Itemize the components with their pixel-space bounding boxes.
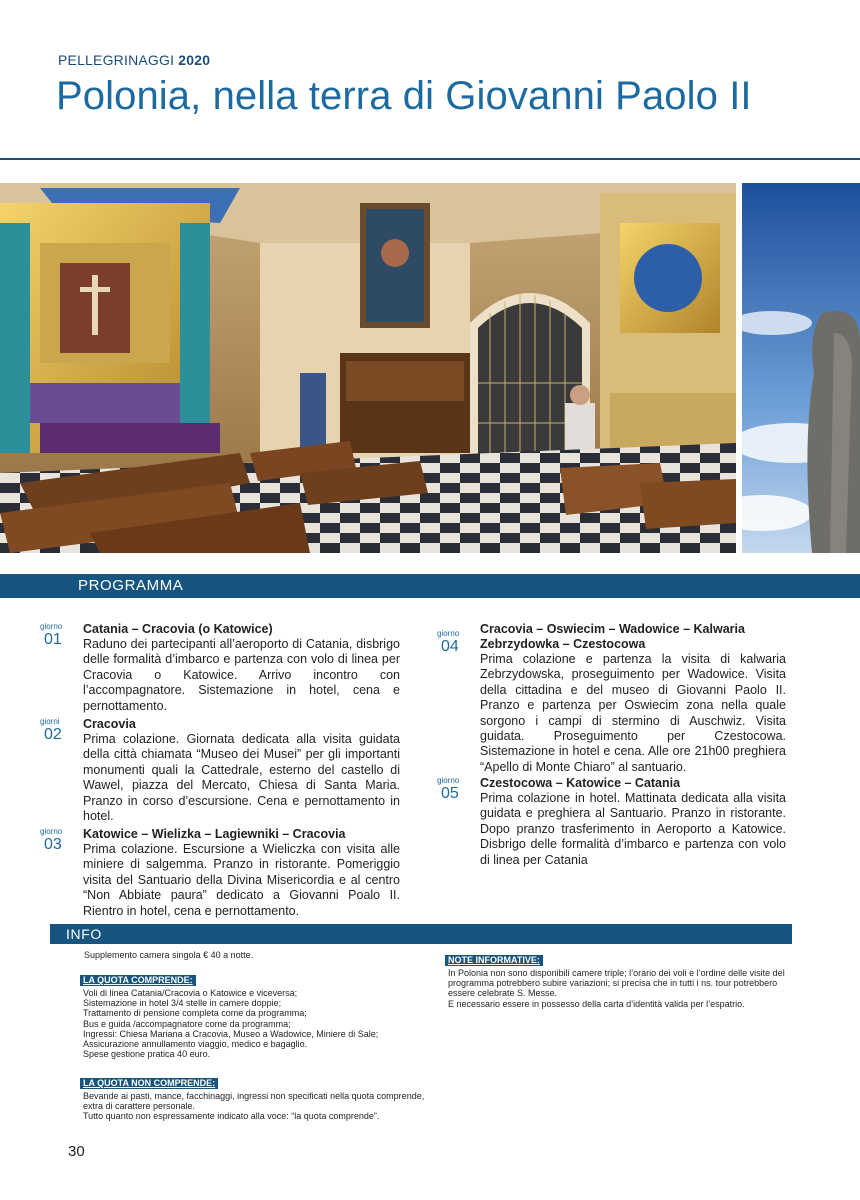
info-bar <box>50 924 792 944</box>
comprende-item: Bus e guida /accompagnatore come da programma; <box>83 1018 291 1029</box>
comprende-item: Voli di linea Catania/Cracovia o Katowice e viceversa; <box>83 988 298 998</box>
day-text: Prima colazione. Giornata dedicata alla visita guidata della città chiamata “Museo dei Musei” per gli importanti monumenti quali la Cattedrale, esterno del castello di Wawel, piazza del Mercato, Chiesa di Santa Maria. Pranzo in corso d’escursione. Cena e pernottamento in hotel. <box>83 732 400 824</box>
comprende-item: Trattamento di pensione completa come da programma; <box>83 1008 307 1019</box>
comprende-title: LA QUOTA COMPRENDE: <box>80 975 196 986</box>
day-03 <box>40 827 402 917</box>
page-number: 30 <box>68 1143 85 1160</box>
note-item: E necessario essere in possesso della carta d’identità valida per l’espatrio. <box>448 998 745 1009</box>
day-number: 05 <box>441 785 459 802</box>
comprende-item: Spese gestione pratica 40 euro. <box>83 1049 211 1060</box>
day-number: 03 <box>44 836 62 853</box>
programma-heading: PROGRAMMA <box>78 577 184 594</box>
day-number: 04 <box>441 638 459 655</box>
day-label: giorno <box>40 622 63 631</box>
comprende-block <box>80 970 425 1059</box>
kicker-label: PELLEGRINAGGI <box>58 52 175 68</box>
comprende-item: Assicurazione annullamento viaggio, medico e bagaglio. <box>83 1039 308 1050</box>
comprende-item: Ingressi: Chiesa Mariana a Cracovia, Museo a Wadowice, Miniere di Sale; <box>83 1028 379 1039</box>
kicker-year: 2020 <box>178 52 211 68</box>
day-02 <box>40 717 402 822</box>
day-text: Raduno dei partecipanti all’aeroporto di Catania, disbrigo delle formalità d’imbarco e partenza con volo di linea per Cracovia o Katowice. Arrivo incontro con l’accompagnatore. Sistemazione in hotel, cena e pernottamento. <box>83 637 400 713</box>
day-title: Cracovia – Oswiecim – Wadowice – Kalwaria Zebrzydowka – Czestocowa <box>480 622 745 651</box>
non-comprende-title: LA QUOTA NON COMPRENDE: <box>80 1078 218 1089</box>
note-block <box>445 950 795 1009</box>
statue-sky-photo <box>742 183 860 553</box>
programma-bar <box>0 574 860 598</box>
comprende-item: Sistemazione in hotel 3/4 stelle in camere doppie; <box>83 998 282 1009</box>
day-text: Prima colazione. Escursione a Wieliczka con visita alle miniere di salgemma. Pranzo in ristorante. Pomeriggio visita del Santuario della Divina Misericordia e al centro “Non Abbiate paura” dedicato a Giovanni Poalo II. Rientro in hotel, cena e pernottamento. <box>83 842 400 918</box>
day-05 <box>437 776 789 866</box>
church-interior-photo <box>0 183 736 553</box>
non-comprende-block <box>80 1073 425 1122</box>
non-comprende-item: Tutto quanto non espressamente indicato alla voce: “la quota comprende”. <box>83 1111 380 1122</box>
note-title: NOTE INFORMATIVE: <box>445 955 543 966</box>
day-title: Katowice – Wielizka – Lagiewniki – Cracovia <box>83 827 346 841</box>
day-number: 02 <box>44 726 62 743</box>
day-title: Czestocowa – Katowice – Catania <box>480 776 681 790</box>
non-comprende-item: Bevande ai pasti, mance, facchinaggi, ingressi non specificati nella quota comprende, extra di carattere personale. <box>83 1091 425 1112</box>
day-01 <box>40 622 402 712</box>
info-heading: INFO <box>66 926 102 942</box>
day-title: Cracovia <box>83 717 136 731</box>
day-label: giorno <box>437 629 460 638</box>
day-text: Prima colazione e partenza la visita di kalwaria Zebrzydowska, proseguimento per Wadowice. Visita della cittadina e del museo di Giovanni Paolo II. Pranzo e partenza per Oswiecim zona nella quale sorgono i campi di stermino di Auschwiz. Visita guidata. Proseguimento per Czestocowa. Sistemazione in hotel e cena. Alle ore 21h00 preghiera “Apello di Monte Chiaro” al santuario. <box>480 652 786 774</box>
day-label: giorni <box>40 717 60 726</box>
supplement-text: Supplemento camera singola € 40 a notte. <box>84 950 254 960</box>
page-title: Polonia, nella terra di Giovanni Paolo II <box>56 74 752 118</box>
day-text: Prima colazione in hotel. Mattinata dedicata alla visita guidata e preghiera al Santuario. Pranzo in ristorante. Dopo pranzo trasferimento in Aeroporto a Katowice. Disbrigo delle formalità d’imbarco e partenza con volo di linea per Catania <box>480 791 786 867</box>
section-kicker <box>58 52 210 68</box>
day-04 <box>437 622 789 772</box>
title-rule <box>0 158 860 160</box>
day-label: giorno <box>437 776 460 785</box>
day-number: 01 <box>44 631 62 648</box>
day-title: Catania – Cracovia (o Katowice) <box>83 622 273 636</box>
day-label: giorno <box>40 827 63 836</box>
note-item: In Polonia non sono disponibili camere triple; l’orario dei voli e l’ordine delle visite del programma potrebbero subire variazioni; si precisa che in tutti i ns. tour potrebbero essere celebrate S. Messe. <box>448 968 785 999</box>
